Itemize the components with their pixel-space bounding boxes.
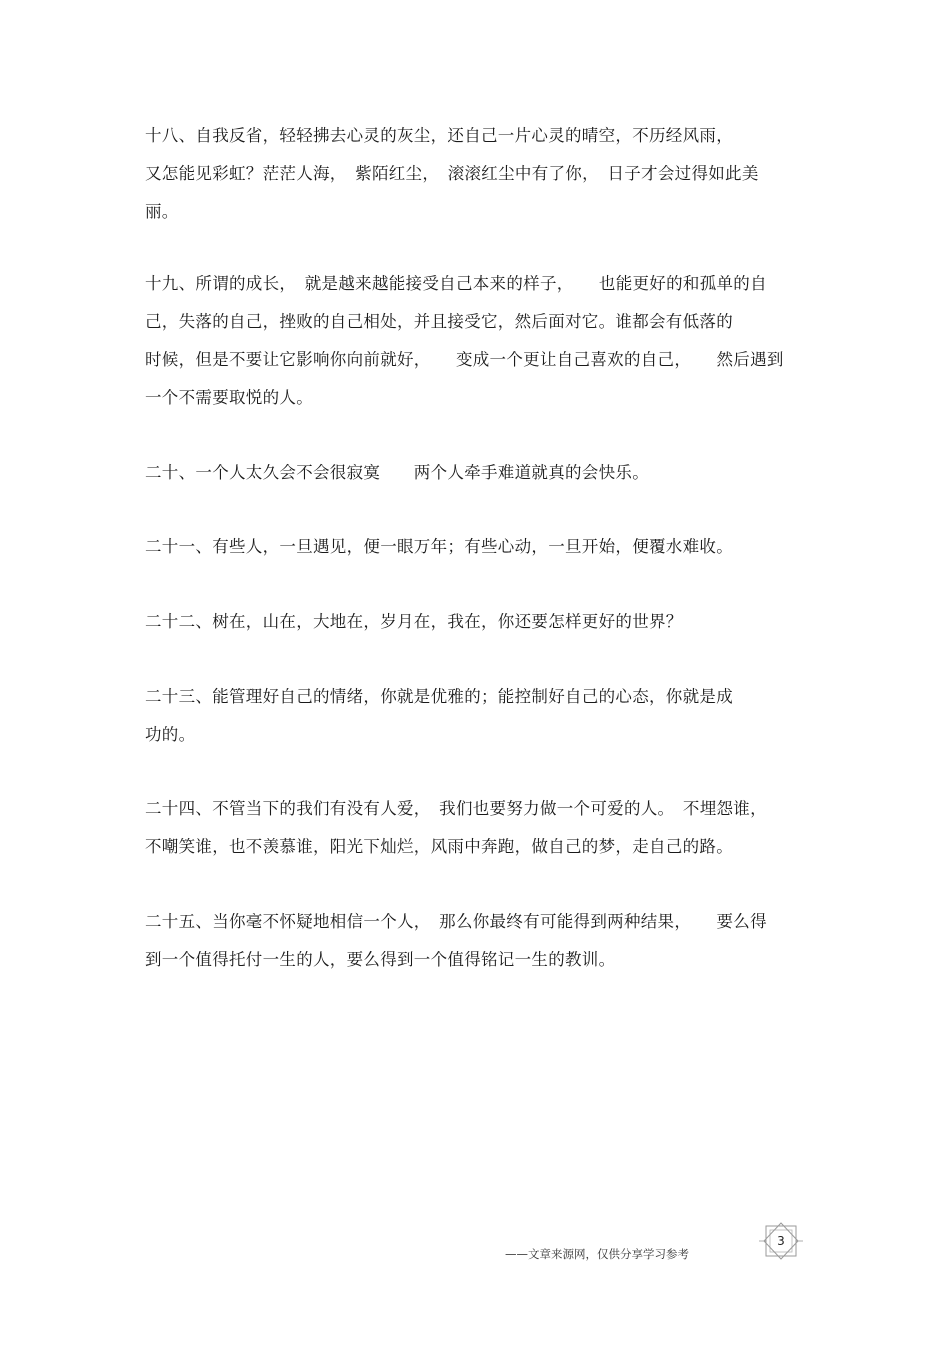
paragraph-24 bbox=[145, 790, 810, 866]
paragraph-22 bbox=[145, 603, 810, 641]
paragraph-21 bbox=[145, 528, 810, 566]
paragraph-20 bbox=[145, 454, 810, 492]
paragraph-line: 二十四、不管当下的我们有没有人爱， 我们也要努力做一个可爱的人。 不埋怨谁， bbox=[145, 799, 767, 818]
paragraph-line: 二十五、当你毫不怀疑地相信一个人， 那么你最终有可能得到两种结果， 要么得 bbox=[145, 912, 767, 931]
paragraph-line: 二十、一个人太久会不会很寂寞 两个人牵手难道就真的会快乐。 bbox=[145, 463, 649, 482]
paragraph-line: 十八、自我反省，轻轻拂去心灵的灰尘，还自己一片心灵的晴空，不历经风雨， bbox=[145, 126, 733, 145]
paragraph-line: 二十一、有些人，一旦遇见，便一眼万年；有些心动，一旦开始，便覆水难收。 bbox=[145, 537, 733, 556]
paragraph-25 bbox=[145, 903, 810, 979]
paragraph-19 bbox=[145, 265, 810, 417]
paragraph-line: 不嘲笑谁，也不羡慕谁，阳光下灿烂，风雨中奔跑，做自己的梦，走自己的路。 bbox=[145, 837, 733, 856]
paragraph-line: 丽。 bbox=[145, 202, 179, 221]
paragraph-18 bbox=[145, 117, 810, 231]
paragraph-23 bbox=[145, 678, 810, 754]
paragraph-line: 到一个值得托付一生的人，要么得到一个值得铭记一生的教训。 bbox=[145, 950, 616, 969]
paragraph-line: 又怎能见彩虹？茫茫人海， 紫陌红尘， 滚滚红尘中有了你， 日子才会过得如此美 bbox=[145, 164, 759, 183]
paragraph-line: 一个不需要取悦的人。 bbox=[145, 388, 313, 407]
paragraph-line: 己，失落的自己，挫败的自己相处，并且接受它，然后面对它。谁都会有低落的 bbox=[145, 312, 733, 331]
paragraph-line: 二十二、树在，山在，大地在，岁月在，我在，你还要怎样更好的世界？ bbox=[145, 612, 683, 631]
footer-source-note: ——文章来源网，仅供分享学习参考 bbox=[505, 1247, 689, 1261]
page-number: 3 bbox=[777, 1234, 785, 1248]
paragraph-line: 二十三、能管理好自己的情绪，你就是优雅的；能控制好自己的心态，你就是成 bbox=[145, 687, 733, 706]
paragraph-line: 十九、所谓的成长， 就是越来越能接受自己本来的样子， 也能更好的和孤单的自 bbox=[145, 274, 767, 293]
paragraph-line: 功的。 bbox=[145, 725, 196, 744]
page-number-badge bbox=[757, 1222, 805, 1260]
paragraph-line: 时候，但是不要让它影响你向前就好， 变成一个更让自己喜欢的自己， 然后遇到 bbox=[145, 350, 784, 369]
